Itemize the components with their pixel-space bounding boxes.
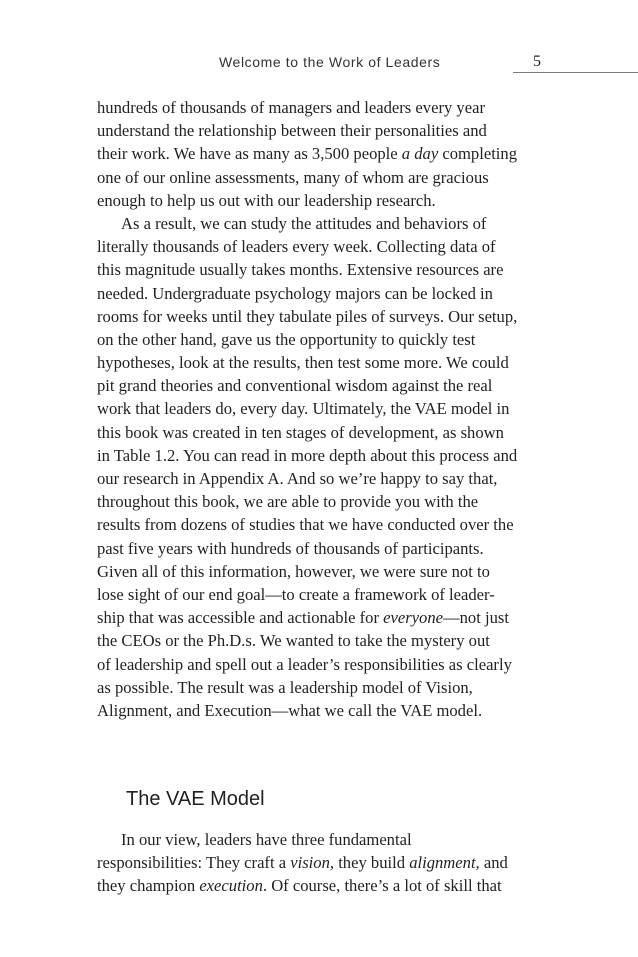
text-line: our research in Appendix A. And so we’re happy to say that, (97, 469, 498, 488)
text-run: completing (438, 144, 518, 164)
text-line (97, 142, 547, 165)
text-line: one of our online assessments, many of whom are gracious (97, 167, 489, 187)
text-line (97, 851, 547, 874)
text-line: understand the relationship between their personalities and (97, 121, 487, 141)
italic-text: vision, (290, 853, 335, 873)
text-line: pit grand theories and conventional wisdom against the real (97, 376, 493, 396)
text-run: their work. We have as many as 3,500 people (97, 144, 402, 164)
text-line: this book was created in ten stages of development, as shown (97, 422, 504, 442)
text-run: ship that was accessible and actionable for (97, 608, 384, 628)
italic-text: alignment, (409, 853, 480, 873)
text-line: on the other hand, gave us the opportunity to quickly test (97, 329, 476, 349)
italic-text: everyone (383, 608, 444, 628)
text-line (97, 606, 547, 629)
text-line: past five years with hundreds of thousands of participants. (97, 538, 484, 558)
text-line: this magnitude usually takes months. Extensive resources are (97, 260, 504, 280)
header-rule (513, 72, 638, 73)
body-text (97, 96, 547, 722)
text-line: lose sight of our end goal—to create a framework of leader- (97, 584, 495, 604)
text-line: hypotheses, look at the results, then test some more. We could (97, 353, 509, 373)
section-heading: The VAE Model (126, 788, 265, 810)
text-line: the CEOs or the Ph.D.s. We wanted to take the mystery out (97, 631, 490, 651)
text-line: as possible. The result was a leadership model of Vision, (97, 677, 473, 697)
text-line: rooms for weeks until they tabulate piles of surveys. Our setup, (97, 306, 518, 326)
text-run: they build (334, 853, 410, 873)
text-line: literally thousands of leaders every week. Collecting data of (97, 237, 496, 257)
text-line: As a result, we can study the attitudes and behaviors of (121, 213, 487, 233)
text-run: they champion (97, 876, 200, 896)
running-head-title: Welcome to the Work of Leaders (219, 54, 441, 70)
page-number: 5 (533, 53, 541, 70)
text-line: of leadership and spell out a leader’s responsibilities as clearly (97, 654, 512, 674)
text-run: . Of course, there’s a lot of skill that (262, 876, 502, 896)
text-line: throughout this book, we are able to provide you with the (97, 492, 479, 512)
section-body-text (97, 828, 547, 898)
running-head (0, 54, 638, 78)
text-line: Given all of this information, however, we were sure not to (97, 561, 490, 581)
text-run: responsibilities: They craft a (97, 853, 291, 873)
text-line: enough to help us out with our leadership research. (97, 190, 436, 210)
text-line: in Table 1.2. You can read in more depth about this process and (97, 445, 518, 465)
text-line: needed. Undergraduate psychology majors can be locked in (97, 283, 493, 303)
italic-text: execution (199, 876, 263, 896)
text-run: and (479, 853, 508, 873)
text-line: hundreds of thousands of managers and leaders every year (97, 98, 485, 117)
text-line: results from dozens of studies that we have conducted over the (97, 515, 514, 535)
text-line: work that leaders do, every day. Ultimately, the VAE model in (97, 399, 510, 419)
text-line: In our view, leaders have three fundamental (121, 830, 412, 849)
text-run: —not just (443, 608, 509, 628)
text-line (97, 874, 547, 897)
text-line: Alignment, and Execution—what we call the VAE model. (97, 700, 483, 720)
italic-text: a day (401, 144, 439, 164)
